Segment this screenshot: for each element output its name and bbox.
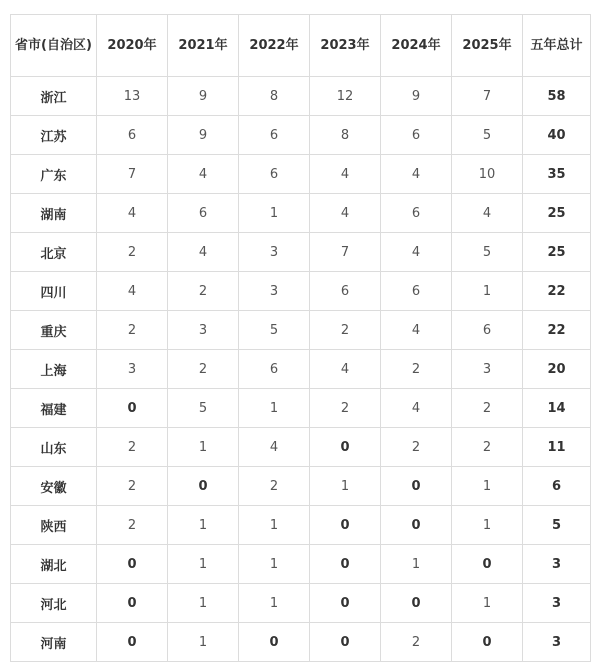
cell-y2020: 2 <box>97 467 168 506</box>
cell-y2020: 7 <box>97 155 168 194</box>
cell-y2021: 4 <box>168 233 239 272</box>
cell-y2025: 2 <box>452 428 523 467</box>
cell-province: 福建 <box>11 389 97 428</box>
cell-y2022: 0 <box>239 623 310 662</box>
cell-y2025: 0 <box>452 545 523 584</box>
cell-province: 湖北 <box>11 545 97 584</box>
cell-y2020: 4 <box>97 194 168 233</box>
cell-y2023: 7 <box>310 233 381 272</box>
cell-y2020: 0 <box>97 623 168 662</box>
cell-y2020: 13 <box>97 77 168 116</box>
data-table-container <box>10 14 591 662</box>
cell-y2025: 1 <box>452 272 523 311</box>
cell-y2024: 0 <box>381 506 452 545</box>
cell-y2023: 4 <box>310 155 381 194</box>
table-row <box>11 389 591 428</box>
cell-province: 浙江 <box>11 77 97 116</box>
cell-y2020: 3 <box>97 350 168 389</box>
table-row <box>11 467 591 506</box>
cell-province: 北京 <box>11 233 97 272</box>
cell-y2021: 2 <box>168 272 239 311</box>
cell-y2022: 4 <box>239 428 310 467</box>
cell-y2023: 0 <box>310 428 381 467</box>
cell-y2023: 6 <box>310 272 381 311</box>
cell-total: 3 <box>523 623 591 662</box>
cell-y2025: 1 <box>452 506 523 545</box>
cell-y2025: 5 <box>452 116 523 155</box>
cell-total: 58 <box>523 77 591 116</box>
cell-y2022: 6 <box>239 155 310 194</box>
cell-y2024: 4 <box>381 311 452 350</box>
cell-y2021: 6 <box>168 194 239 233</box>
cell-total: 40 <box>523 116 591 155</box>
cell-y2025: 4 <box>452 194 523 233</box>
header-year-2024: 2024年 <box>381 15 452 77</box>
cell-y2024: 2 <box>381 428 452 467</box>
cell-y2022: 1 <box>239 389 310 428</box>
cell-y2025: 7 <box>452 77 523 116</box>
cell-y2023: 0 <box>310 584 381 623</box>
cell-y2020: 2 <box>97 506 168 545</box>
cell-y2022: 3 <box>239 233 310 272</box>
table-row <box>11 77 591 116</box>
cell-y2020: 4 <box>97 272 168 311</box>
header-year-2021: 2021年 <box>168 15 239 77</box>
cell-y2020: 2 <box>97 428 168 467</box>
cell-y2023: 4 <box>310 194 381 233</box>
cell-y2021: 0 <box>168 467 239 506</box>
cell-y2022: 5 <box>239 311 310 350</box>
cell-y2023: 12 <box>310 77 381 116</box>
cell-y2021: 1 <box>168 623 239 662</box>
cell-province: 广东 <box>11 155 97 194</box>
cell-y2022: 6 <box>239 116 310 155</box>
cell-y2024: 6 <box>381 194 452 233</box>
cell-y2023: 2 <box>310 311 381 350</box>
header-five-year-total: 五年总计 <box>523 15 591 77</box>
cell-y2021: 9 <box>168 77 239 116</box>
cell-y2021: 1 <box>168 545 239 584</box>
cell-y2025: 1 <box>452 467 523 506</box>
cell-total: 11 <box>523 428 591 467</box>
cell-y2022: 1 <box>239 545 310 584</box>
cell-y2020: 2 <box>97 233 168 272</box>
cell-province: 陕西 <box>11 506 97 545</box>
cell-y2025: 5 <box>452 233 523 272</box>
header-year-2022: 2022年 <box>239 15 310 77</box>
cell-y2024: 9 <box>381 77 452 116</box>
cell-y2021: 2 <box>168 350 239 389</box>
cell-province: 河南 <box>11 623 97 662</box>
table-row <box>11 623 591 662</box>
cell-total: 20 <box>523 350 591 389</box>
cell-y2024: 2 <box>381 350 452 389</box>
cell-y2022: 6 <box>239 350 310 389</box>
cell-y2024: 6 <box>381 272 452 311</box>
table-row <box>11 506 591 545</box>
table-row <box>11 272 591 311</box>
table-row <box>11 116 591 155</box>
table-row <box>11 155 591 194</box>
cell-total: 14 <box>523 389 591 428</box>
table-header-row <box>11 15 591 77</box>
cell-y2020: 6 <box>97 116 168 155</box>
cell-total: 25 <box>523 194 591 233</box>
cell-y2024: 4 <box>381 155 452 194</box>
cell-total: 25 <box>523 233 591 272</box>
cell-total: 5 <box>523 506 591 545</box>
cell-y2023: 1 <box>310 467 381 506</box>
table-row <box>11 428 591 467</box>
cell-y2025: 3 <box>452 350 523 389</box>
cell-province: 四川 <box>11 272 97 311</box>
table-row <box>11 311 591 350</box>
header-year-2020: 2020年 <box>97 15 168 77</box>
cell-y2022: 8 <box>239 77 310 116</box>
header-province: 省市(自治区) <box>11 15 97 77</box>
cell-y2024: 4 <box>381 233 452 272</box>
cell-total: 35 <box>523 155 591 194</box>
cell-y2023: 0 <box>310 506 381 545</box>
cell-y2024: 0 <box>381 584 452 623</box>
cell-y2025: 6 <box>452 311 523 350</box>
cell-y2024: 1 <box>381 545 452 584</box>
table-row <box>11 194 591 233</box>
cell-y2024: 2 <box>381 623 452 662</box>
cell-y2024: 4 <box>381 389 452 428</box>
cell-province: 上海 <box>11 350 97 389</box>
province-yearly-table <box>10 14 591 662</box>
cell-province: 湖南 <box>11 194 97 233</box>
cell-province: 河北 <box>11 584 97 623</box>
cell-y2025: 10 <box>452 155 523 194</box>
cell-y2022: 1 <box>239 584 310 623</box>
cell-y2023: 0 <box>310 623 381 662</box>
cell-y2023: 0 <box>310 545 381 584</box>
cell-y2020: 0 <box>97 584 168 623</box>
cell-y2024: 6 <box>381 116 452 155</box>
cell-y2020: 0 <box>97 389 168 428</box>
cell-province: 安徽 <box>11 467 97 506</box>
cell-total: 3 <box>523 545 591 584</box>
cell-y2021: 5 <box>168 389 239 428</box>
cell-y2022: 1 <box>239 506 310 545</box>
cell-y2021: 1 <box>168 506 239 545</box>
cell-y2025: 1 <box>452 584 523 623</box>
cell-total: 22 <box>523 272 591 311</box>
cell-y2023: 2 <box>310 389 381 428</box>
cell-y2021: 9 <box>168 116 239 155</box>
cell-province: 江苏 <box>11 116 97 155</box>
cell-y2023: 8 <box>310 116 381 155</box>
cell-total: 6 <box>523 467 591 506</box>
table-row <box>11 233 591 272</box>
cell-y2024: 0 <box>381 467 452 506</box>
cell-y2022: 2 <box>239 467 310 506</box>
cell-y2022: 3 <box>239 272 310 311</box>
cell-total: 3 <box>523 584 591 623</box>
cell-y2022: 1 <box>239 194 310 233</box>
cell-province: 山东 <box>11 428 97 467</box>
cell-y2020: 2 <box>97 311 168 350</box>
cell-y2023: 4 <box>310 350 381 389</box>
header-year-2025: 2025年 <box>452 15 523 77</box>
table-row <box>11 545 591 584</box>
cell-y2021: 1 <box>168 428 239 467</box>
header-year-2023: 2023年 <box>310 15 381 77</box>
table-row <box>11 350 591 389</box>
cell-y2020: 0 <box>97 545 168 584</box>
cell-y2025: 0 <box>452 623 523 662</box>
cell-y2021: 4 <box>168 155 239 194</box>
cell-y2021: 1 <box>168 584 239 623</box>
cell-province: 重庆 <box>11 311 97 350</box>
cell-total: 22 <box>523 311 591 350</box>
cell-y2021: 3 <box>168 311 239 350</box>
cell-y2025: 2 <box>452 389 523 428</box>
table-row <box>11 584 591 623</box>
